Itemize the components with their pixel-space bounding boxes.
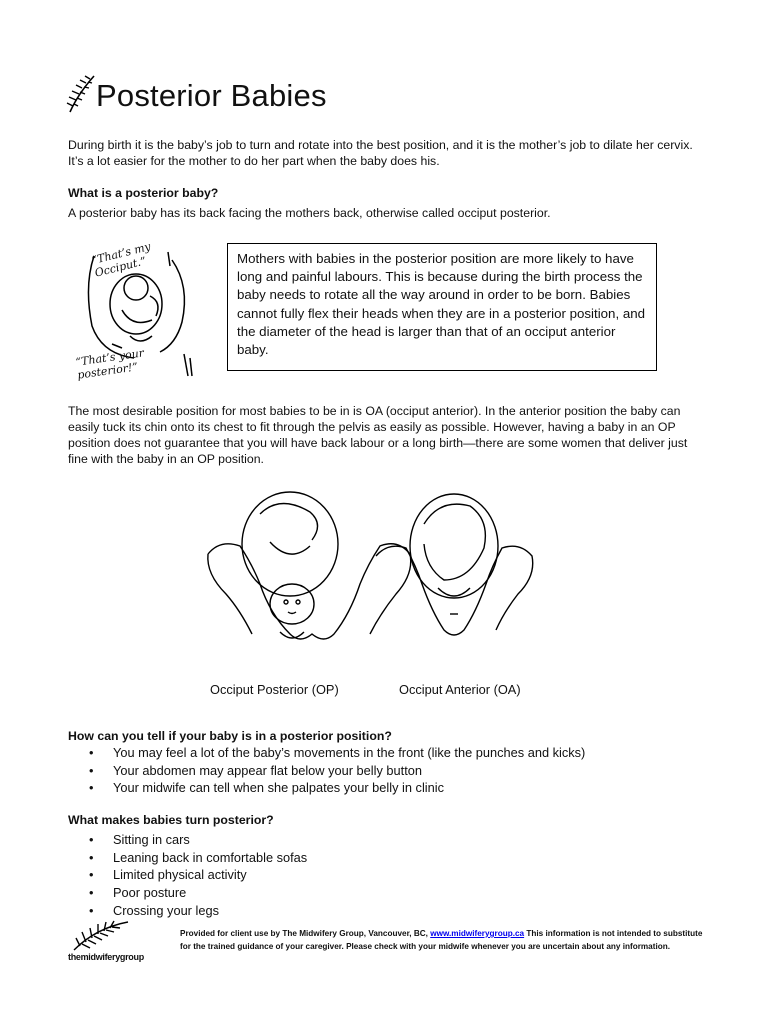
why-heading: What makes babies turn posterior? [68,813,274,827]
list-item: • Your abdomen may appear flat below your belly button [89,762,709,780]
info-box-text: Mothers with babies in the posterior position are more likely to have long and painful labours. This is because during the birth process the baby needs to rotate all the way around in order to be born. Babies cannot fully flex their heads when they are in a posterior position, and the diameter of the head is larger than that of an occiput anterior baby. [237,251,646,358]
logo-fern-icon [70,918,132,952]
footer-text-pre: Provided for client use by The Midwifery Group, Vancouver, BC, [180,929,431,938]
tell-heading: How can you tell if your baby is in a posterior position? [68,729,392,743]
footer-note [180,927,705,953]
oa-paragraph: The most desirable position for most babies to be in is OA (occiput anterior). In the anterior position the baby can easily tuck its chin onto its chest to fit through the pelvis as easily as possible. However, having a baby in an OP position does not guarantee that you will have back labour or a long birth—there are some women that deliver just fine with the baby in an OP position. [68,404,688,466]
list-item: • Poor posture [89,884,709,902]
list-item: • Sitting in cars [89,831,709,849]
op-illustration [208,492,411,639]
footer-website-link[interactable]: www.midwiferygroup.ca [430,929,525,938]
pelvis-illustrations [200,484,540,654]
posterior-sketch [72,236,212,386]
why-list [89,831,709,920]
list-item: • Crossing your legs [89,902,709,920]
sketch-bottom-label: “That’s your posterior!” [74,346,145,382]
op-caption: Occiput Posterior (OP) [210,682,339,697]
page-title: Posterior Babies [96,78,327,113]
list-item: • Your midwife can tell when she palpates your belly in clinic [89,779,709,797]
tell-list [89,744,709,797]
list-item: • Limited physical activity [89,866,709,884]
oa-caption: Occiput Anterior (OA) [399,682,521,697]
list-item: • Leaning back in comfortable sofas [89,849,709,867]
fern-icon [64,72,98,114]
logo-text: themidwiferygroup [68,952,144,962]
what-heading: What is a posterior baby? [68,186,219,200]
footer-text-post: This information is not intended to substitute for the trained guidance of your caregiver. Please check with your midwife whenever you are uncertain about any information. [180,929,703,951]
intro-paragraph: During birth it is the baby’s job to turn and rotate into the best position, and it is the mother’s job to dilate her cervix. It’s a lot easier for the mother to do her part when the baby does his. [68,138,693,168]
oa-illustration [376,494,533,635]
what-text: A posterior baby has its back facing the mothers back, otherwise called occiput posterior. [68,206,551,220]
info-box [227,243,657,371]
sketch-top-label: “That’s my Occiput.” [90,239,153,280]
list-item: • You may feel a lot of the baby’s movements in the front (like the punches and kicks) [89,744,709,762]
